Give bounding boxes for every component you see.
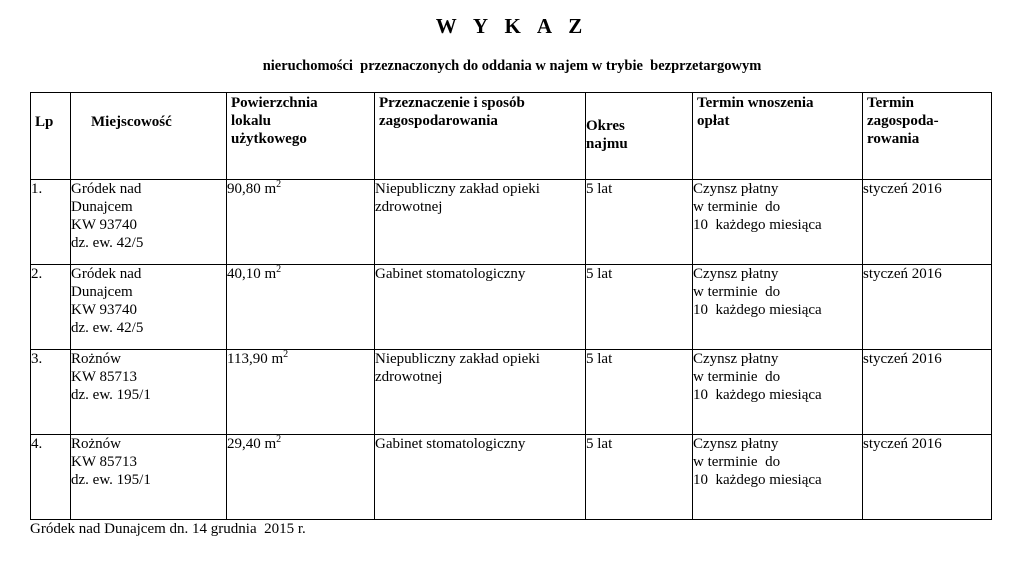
area-value: 113,90 m	[227, 351, 284, 367]
cell-line: Gródek nad	[71, 266, 142, 282]
area-unit-exponent: 2	[276, 264, 282, 275]
cell-miejscowosc	[71, 180, 227, 265]
cell-lp: 4.	[31, 435, 71, 520]
cell-line: Niepubliczny zakład opieki	[375, 181, 540, 197]
header-lp: Lp	[31, 93, 71, 180]
cell-line: Dunajcem	[71, 199, 133, 215]
cell-line: 10 każdego miesiąca	[693, 472, 822, 488]
cell-line: Gródek nad	[71, 181, 142, 197]
cell-termin-oplat	[693, 180, 863, 265]
cell-okres: 5 lat	[586, 180, 693, 265]
header-termin-oplat	[693, 93, 863, 180]
header-miejscowosc-label: Miejscowość	[91, 114, 172, 130]
table-row	[31, 265, 992, 350]
cell-miejscowosc	[71, 350, 227, 435]
cell-line: Czynsz płatny	[693, 436, 779, 452]
cell-line: Czynsz płatny	[693, 266, 779, 282]
header-line: Termin	[867, 95, 914, 111]
cell-line: KW 93740	[71, 302, 137, 318]
cell-przeznaczenie	[375, 180, 586, 265]
cell-lp: 2.	[31, 265, 71, 350]
cell-line: Czynsz płatny	[693, 351, 779, 367]
area-unit-exponent: 2	[276, 179, 282, 190]
cell-okres: 5 lat	[586, 265, 693, 350]
cell-miejscowosc	[71, 435, 227, 520]
header-line: Powierzchnia	[231, 95, 318, 111]
cell-line: w terminie do	[693, 284, 781, 300]
document-subtitle: nieruchomości przeznaczonych do oddania w najem w trybie bezprzetargowym	[262, 58, 762, 74]
cell-termin-zagosp: styczeń 2016	[863, 180, 992, 265]
cell-line: KW 85713	[71, 454, 137, 470]
cell-termin-oplat	[693, 350, 863, 435]
cell-line: dz. ew. 42/5	[71, 235, 144, 251]
document-title: W Y K A Z	[435, 14, 589, 38]
cell-line: dz. ew. 195/1	[71, 387, 151, 403]
cell-line: KW 85713	[71, 369, 137, 385]
cell-termin-oplat	[693, 265, 863, 350]
cell-line: Gabinet stomatologiczny	[375, 266, 526, 282]
cell-lp: 3.	[31, 350, 71, 435]
cell-line: 10 każdego miesiąca	[693, 302, 822, 318]
area-value: 90,80 m	[227, 181, 277, 197]
header-line: użytkowego	[231, 131, 307, 147]
cell-line: Gabinet stomatologiczny	[375, 436, 526, 452]
header-line: Okres	[586, 118, 625, 134]
cell-termin-zagosp: styczeń 2016	[863, 350, 992, 435]
property-table	[30, 92, 992, 520]
cell-line: Niepubliczny zakład opieki	[375, 351, 540, 367]
header-line: opłat	[697, 113, 730, 129]
table-row	[31, 180, 992, 265]
cell-powierzchnia	[227, 350, 375, 435]
cell-przeznaczenie	[375, 350, 586, 435]
table-row	[31, 435, 992, 520]
cell-powierzchnia	[227, 180, 375, 265]
header-przeznaczenie	[375, 93, 586, 180]
header-line: rowania	[867, 131, 920, 147]
cell-powierzchnia	[227, 435, 375, 520]
cell-line: dz. ew. 195/1	[71, 472, 151, 488]
cell-line: KW 93740	[71, 217, 137, 233]
area-unit-exponent: 2	[276, 434, 282, 445]
cell-line: Rożnów	[71, 436, 121, 452]
cell-termin-zagosp: styczeń 2016	[863, 265, 992, 350]
header-miejscowosc	[71, 93, 227, 180]
cell-line: Dunajcem	[71, 284, 133, 300]
header-okres	[586, 93, 693, 180]
header-line: Przeznaczenie i sposób	[379, 95, 525, 111]
cell-line: Rożnów	[71, 351, 121, 367]
cell-przeznaczenie	[375, 435, 586, 520]
cell-line: w terminie do	[693, 454, 781, 470]
table-header-row	[31, 93, 992, 180]
cell-okres: 5 lat	[586, 435, 693, 520]
cell-line: 10 każdego miesiąca	[693, 217, 822, 233]
area-unit-exponent: 2	[283, 349, 289, 360]
cell-okres: 5 lat	[586, 350, 693, 435]
cell-line: zdrowotnej	[375, 199, 443, 215]
header-line: Termin wnoszenia	[697, 95, 814, 111]
document-footer-date: Gródek nad Dunajcem dn. 14 grudnia 2015 r.	[30, 521, 306, 537]
cell-powierzchnia	[227, 265, 375, 350]
cell-line: dz. ew. 42/5	[71, 320, 144, 336]
cell-line: zdrowotnej	[375, 369, 443, 385]
header-line: najmu	[586, 136, 628, 152]
table-row	[31, 350, 992, 435]
cell-line: w terminie do	[693, 199, 781, 215]
header-line: zagospodarowania	[379, 113, 498, 129]
header-powierzchnia	[227, 93, 375, 180]
header-line: zagospoda-	[867, 113, 939, 129]
header-line: lokalu	[231, 113, 272, 129]
cell-przeznaczenie	[375, 265, 586, 350]
area-value: 29,40 m	[227, 436, 277, 452]
cell-line: 10 każdego miesiąca	[693, 387, 822, 403]
area-value: 40,10 m	[227, 266, 277, 282]
cell-line: w terminie do	[693, 369, 781, 385]
header-termin-zagosp	[863, 93, 992, 180]
cell-termin-zagosp: styczeń 2016	[863, 435, 992, 520]
cell-line: Czynsz płatny	[693, 181, 779, 197]
cell-termin-oplat	[693, 435, 863, 520]
cell-lp: 1.	[31, 180, 71, 265]
cell-miejscowosc	[71, 265, 227, 350]
